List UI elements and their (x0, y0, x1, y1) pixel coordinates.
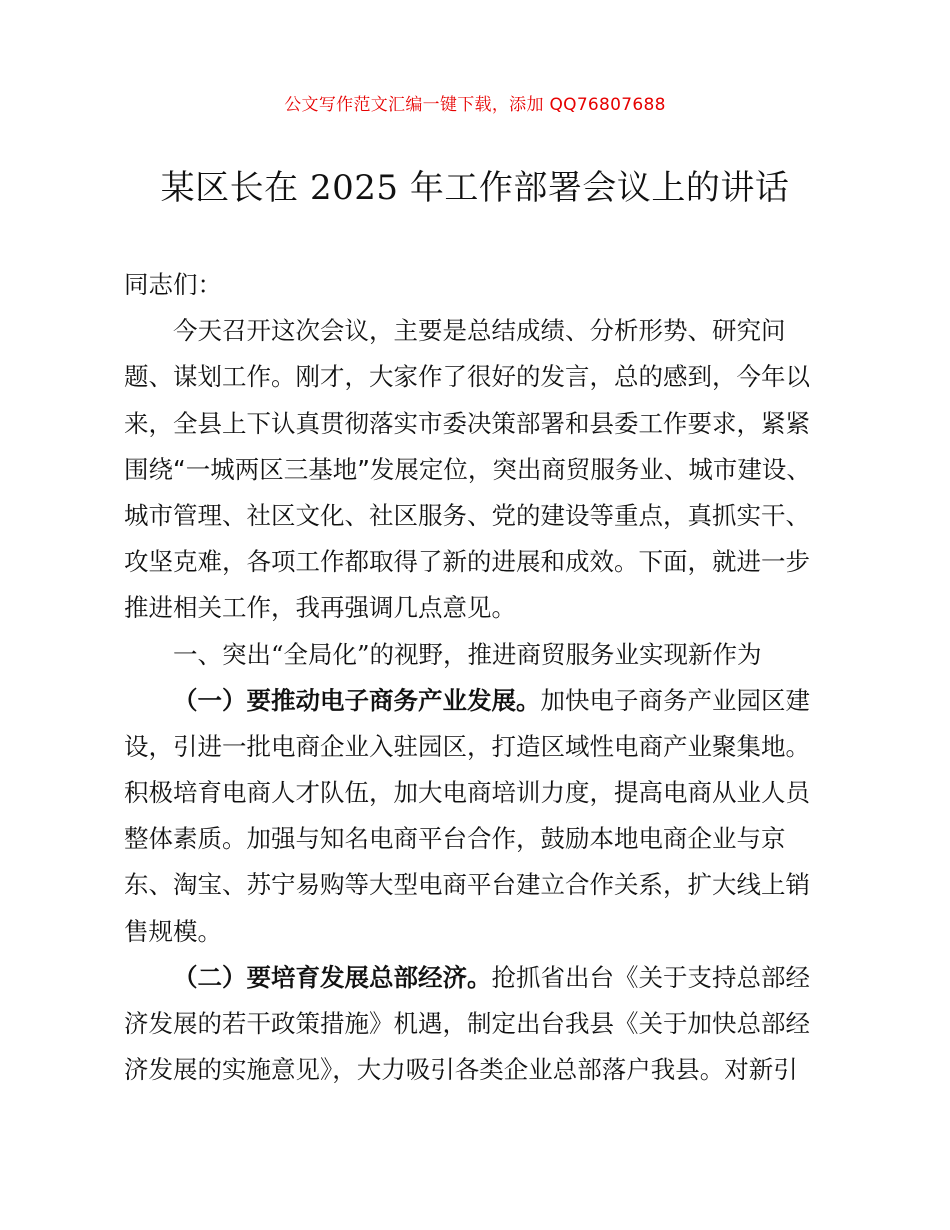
paragraph-line: 积极培育电商人才队伍，加大电商培训力度，提高电商从业人员 (124, 778, 810, 808)
paragraph-line: 来，全县上下认真贯彻落实市委决策部署和县委工作要求，紧紧 (124, 408, 810, 438)
paragraph-line: 设，引进一批电商企业入驻园区，打造区域性电商产业聚集地。 (124, 731, 810, 761)
paragraph-text: 抢抓省出台《关于支持总部经 (491, 962, 810, 992)
paragraph-line: 城市管理、社区文化、社区服务、党的建设等重点，真抓实干、 (124, 500, 810, 530)
subsection-heading: （一）要推动电子商务产业发展。 (173, 685, 541, 715)
section-heading: 一、突出“全局化”的视野，推进商贸服务业实现新作为 (173, 639, 762, 669)
subsection-heading: （二）要培育发展总部经济。 (173, 962, 492, 992)
download-ad-text: 公文写作范文汇编一键下载，添加 QQ76807688 (284, 95, 666, 115)
speech-body (124, 262, 836, 1093)
paragraph-line: 围绕“一城两区三基地”发展定位，突出商贸服务业、城市建设、 (124, 454, 811, 484)
salutation: 同志们： (124, 270, 222, 299)
paragraph-line: 题、谋划工作。刚才，大家作了很好的发言，总的感到，今年以 (124, 362, 810, 392)
paragraph-line: 济发展的若干政策措施》机遇，制定出台我县《关于加快总部经 (124, 1009, 810, 1038)
page-title: 某区长在 2025 年工作部署会议上的讲话 (160, 168, 790, 208)
subsection-first-line (124, 678, 836, 724)
paragraph-line: 东、淘宝、苏宁易购等大型电商平台建立合作关系，扩大线上销 (124, 870, 810, 900)
paragraph-line: 济发展的实施意见》，大力吸引各类企业总部落户我县。对新引 (124, 1055, 798, 1085)
paragraph-line: 今天召开这次会议，主要是总结成绩、分析形势、研究问 (173, 316, 786, 346)
subsection-first-line (124, 955, 836, 1001)
paragraph-text: 加快电子商务产业园区建 (540, 685, 810, 715)
paragraph-line: 售规模。 (124, 916, 222, 946)
paragraph-line: 攻坚克难，各项工作都取得了新的进展和成效。下面，就进一步 (124, 547, 810, 577)
paragraph-line: 推进相关工作，我再强调几点意见。 (124, 593, 516, 623)
paragraph-line: 整体素质。加强与知名电商平台合作，鼓励本地电商企业与京 (124, 824, 786, 854)
